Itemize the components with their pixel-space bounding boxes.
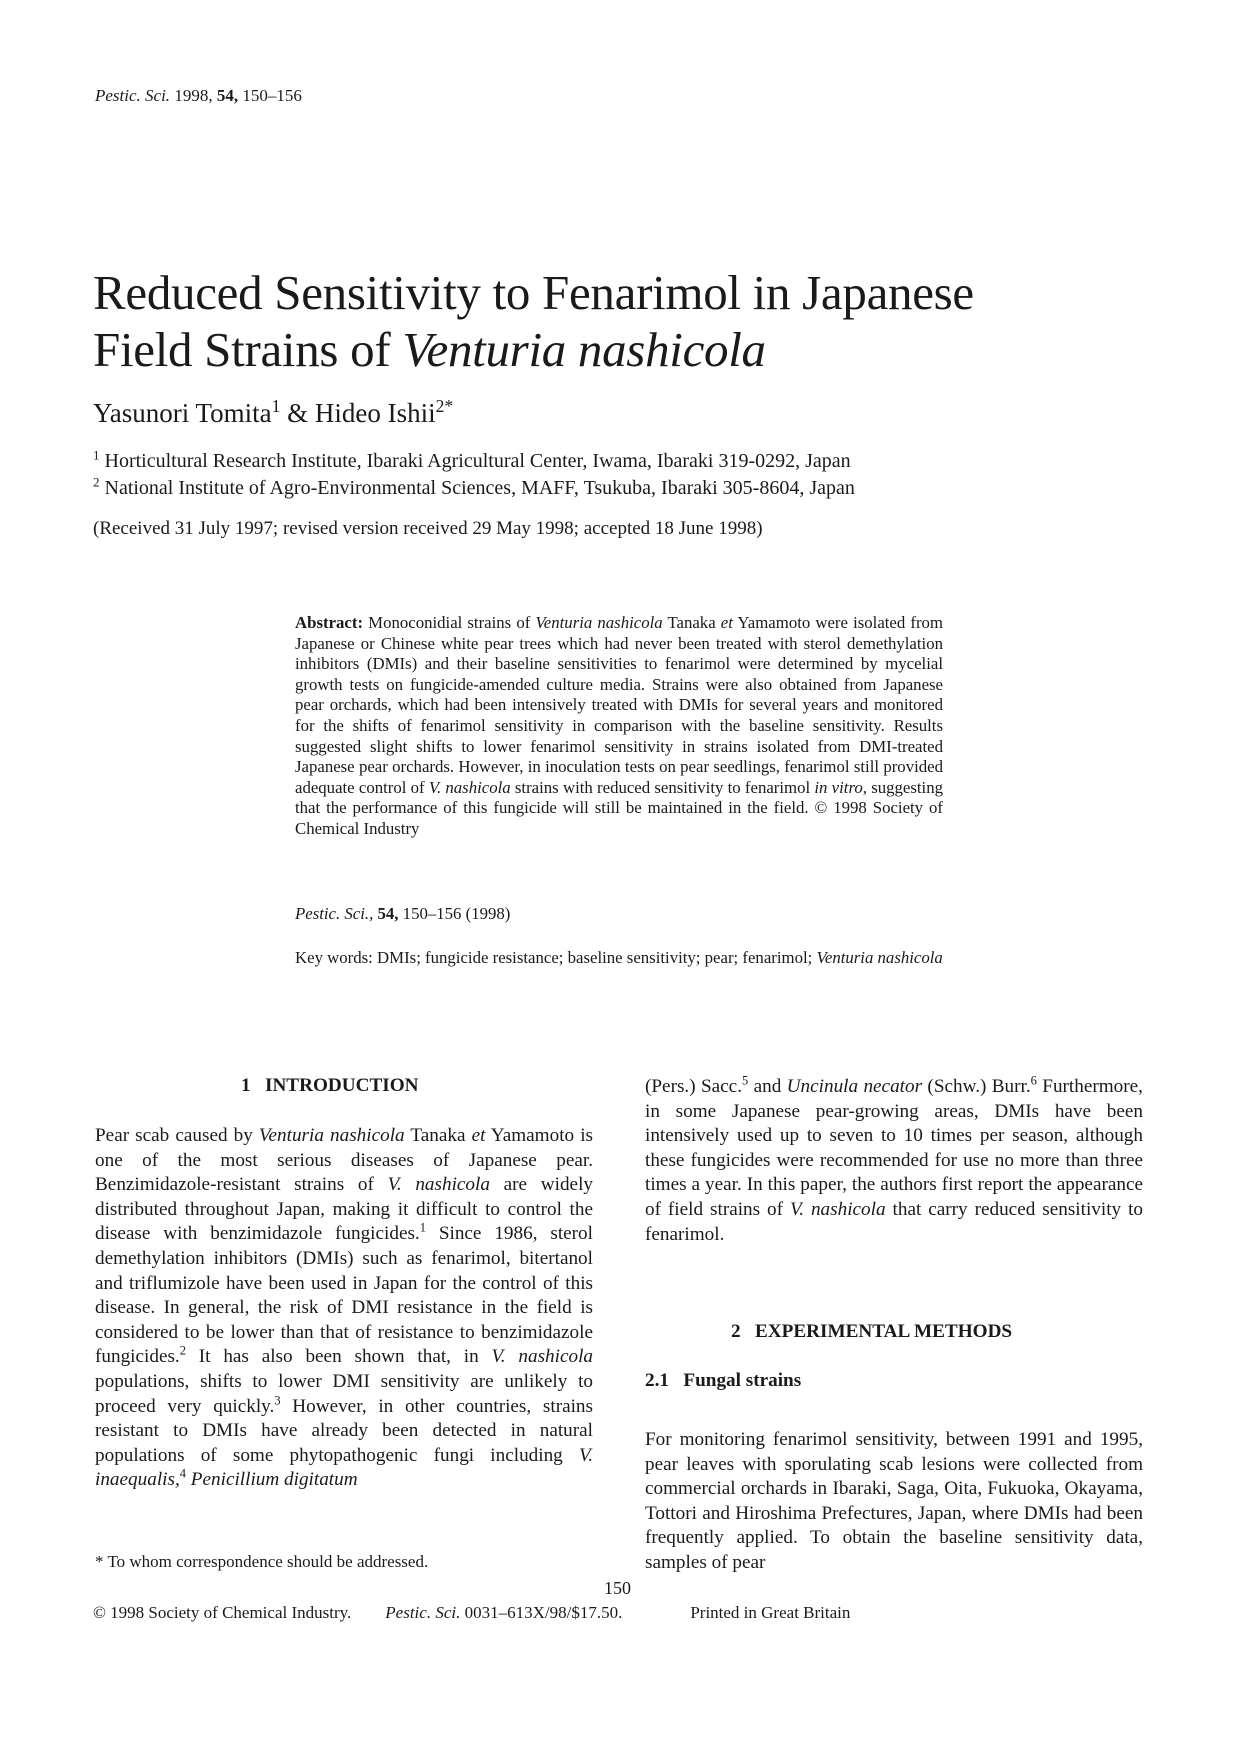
section-heading-methods: 2 EXPERIMENTAL METHODS: [731, 1321, 1013, 1342]
page-footer: [93, 1603, 884, 1623]
correspondence-footnote: * To whom correspondence should be addressed.: [95, 1552, 429, 1571]
author-list: Yasunori Tomita$^1$ & Hideo Ishii$^{2*}$: [93, 396, 454, 428]
methods-column: [645, 1428, 1143, 1576]
journal-citation-header: Pestic. Sci. 1998, 54, 150–156: [95, 86, 302, 105]
abstract-citation: Pestic. Sci., 54, 150–156 (1998): [295, 904, 511, 923]
footer-printed: Printed in Great Britain: [690, 1603, 851, 1622]
footer-copyright: © 1998 Society of Chemical Industry.: [93, 1603, 352, 1622]
introduction-continuation: (Pers.) Sacc.$^5$ and Uncinula necator (Schw.) Burr.$^6$ Furthermore, in some Japanese pear-growing areas, DMIs have been intensively used up to seven to 10 times per season, although these fungicides were recommended for use no more than three times a year. In this paper, the authors first report the appearance of field strains of V. nashicola that carry reduced sensitivity to fenarimol.: [645, 1073, 1143, 1245]
footer-issn: Pestic. Sci. 0031–613X/98/$17.50.: [385, 1603, 623, 1622]
introduction-column-left: [95, 1124, 593, 1493]
paper-title: Reduced Sensitivity to Fenarimol in Japanese Field Strains of Venturia nashicola: [93, 265, 974, 377]
abstract-text: Abstract: Monoconidial strains of Venturia nashicola Tanaka et Yamamoto were isolated from Japanese or Chinese white pear trees which had never been treated with sterol demethylation inhibitors (DMIs) and their baseline sensitivities to fenarimol were determined by mycelial growth tests on fungicide-amended culture media. Strains were also obtained from Japanese pear orchards, which had been intensively treated with DMIs for several years and monitored for the shifts of fenarimol sensitivity in comparison with the baseline sensitivity. Results suggested slight shifts to lower fenarimol sensitivity in strains isolated from DMI-treated Japanese pear orchards. However, in inoculation tests on pear seedlings, fenarimol still provided adequate control of V. nashicola strains with reduced sensitivity to fenarimol in vitro, suggesting that the performance of this fungicide will still be maintained in the field. © 1998 Society of Chemical Industry: [295, 613, 943, 838]
subsection-heading-fungal-strains: 2.1 Fungal strains: [645, 1370, 802, 1391]
section-heading-introduction: 1 INTRODUCTION: [241, 1075, 419, 1096]
page-number: 150: [604, 1578, 631, 1598]
keywords: Key words: DMIs; fungicide resistance; baseline sensitivity; pear; fenarimol; Venturia nashicola: [295, 948, 943, 967]
methods-paragraph: For monitoring fenarimol sensitivity, between 1991 and 1995, pear leaves with sporulating scab lesions were collected from commercial orchards in Ibaraki, Saga, Oita, Fukuoka, Okayama, Tottori and Hiroshima Prefectures, Japan, where DMIs had been frequently applied. To obtain the baseline sensitivity data, samples of pear: [645, 1429, 1143, 1573]
affiliation-1: $^1$ Horticultural Research Institute, Ibaraki Agricultural Center, Iwama, Ibaraki 319-0292, Japan: [93, 447, 851, 472]
introduction-column-right: [645, 1075, 1143, 1247]
received-dates: (Received 31 July 1997; revised version received 29 May 1998; accepted 18 June 1998): [93, 518, 763, 539]
abstract: [295, 613, 943, 840]
affiliation-2: $^2$ National Institute of Agro-Environmental Sciences, MAFF, Tsukuba, Ibaraki 305-8604, Japan: [93, 474, 855, 499]
introduction-paragraph: Pear scab caused by Venturia nashicola Tanaka et Yamamoto is one of the most serious diseases of Japanese pear. Benzimidazole-resistant strains of V. nashicola are widely distributed throughout Japan, making it difficult to control the disease with benzimidazole fungicides.$^1$ Since 1986, sterol demethylation inhibitors (DMIs) such as fenarimol, bitertanol and triflumizole have been used in Japan for the control of this disease. In general, the risk of DMI resistance in the field is considered to be lower than that of resistance to benzimidazole fungicides.$^2$ It has also been shown that, in V. nashicola populations, shifts to lower DMI sensitivity are unlikely to proceed very quickly.$^3$ However, in other countries, strains resistant to DMIs have already been detected in natural populations of some phytopathogenic fungi including V. inaequalis,$^4$ Penicillium digitatum: [95, 1125, 594, 1491]
